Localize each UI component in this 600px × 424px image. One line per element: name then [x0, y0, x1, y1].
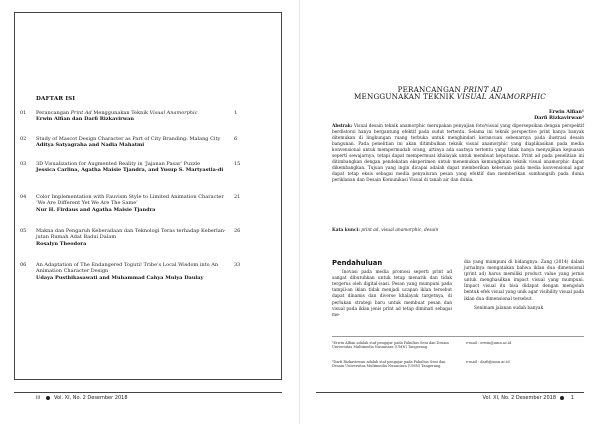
toc-entry-text: [36, 262, 232, 281]
article-title-line2: MENGGUNAKAN TEKNIK VISUAL ANAMORPHIC: [354, 92, 546, 101]
toc-entry-page: 21: [234, 194, 241, 200]
toc-entry-page: 1: [234, 110, 238, 116]
toc-entry-authors: Nur H. Firdaus and Agatha Maisie Tjandra: [36, 206, 156, 213]
article-authors: [534, 110, 584, 122]
bullet-icon: [560, 396, 564, 400]
abstract-text: Visual desain teknik anamorphic merupakan penyajian foto/visual yang dipersepsikan dengan perspektif berdistorsi hanya bergantung efektif pada sudut tertentu. Selama ini teknik perspective print hanya banyak ditemukan di lingkungan ruang terbuka untuk menghindari kerancuan sebenarnya pada ilustrasi desain bangunan. Pada penelitian ini akan ditimbulkan teknik visual anamorphic yang diaplikasikan pada media konvensional untuk mempermudah orang, artinya ada saatnya tertentu yang tidak hanya menyajikan kepuasan seperti sewajarnya, tetapi dapat mempermuat khalayak untuk membuat keputusan. Print ad pada penelitian ini ditimbangkan dengan pendekatan eksperimen untuk menemukan kemungkinan teknik visual anamorphic dapat dikembangkan. Tujuan yang ingin dicapai adalah dapat memberikan keberaan pada media konvensional agar dapat tetap eksis sebagai media penyaluran pesan yang efektif dan memberikan sumbangsih pada dunia periklanan dan Desain Komunikasi Visual di tanah air dan dunia.: [332, 124, 584, 184]
toc-entry-page: 33: [234, 262, 241, 268]
toc-entry-page: 6: [234, 136, 238, 142]
page-number: 1: [570, 395, 574, 401]
toc-entry-text: [36, 136, 232, 149]
toc-entry-title: An Adaptation of The Endangered Toguti! Tribe’s Local Wisdom into An Animation Character Design: [36, 262, 219, 275]
author-2: Darfi Rizkavirwan²: [534, 114, 584, 121]
toc-entry-text: [36, 161, 232, 174]
toc-entry-number: 01: [20, 110, 27, 116]
abstract: [332, 124, 584, 184]
abstract-label: Abstrak:: [332, 124, 353, 129]
right-page: [300, 0, 600, 424]
toc-entry-text: [36, 228, 232, 247]
toc-entry-number: 06: [20, 262, 27, 268]
keywords-label: Kata kunci:: [332, 228, 360, 233]
footnote-1: ¹Erwin Alfian adalah staf pengajar pada Fakultas Seni dan Desain Universitas Multimedia Nusantara (UMN) Tangerang.: [332, 341, 449, 350]
toc-entry-authors: Erwin Alfian dan Darfi Rizkavirwan: [36, 116, 134, 123]
body-paragraph: Senimam jalanan sudah banyak: [474, 305, 544, 311]
right-footer: [316, 392, 584, 404]
toc-entry-number: 04: [20, 194, 27, 200]
toc-title: DAFTAR ISI: [36, 96, 76, 102]
article-title-line1: PERANCANGAN PRINT AD: [397, 85, 503, 94]
bullet-icon: [46, 396, 50, 400]
toc-entry-title: 3D Visualization for Augmented Reality in ‘Jajanan Pasar’ Puzzle: [36, 161, 201, 167]
toc-entry-text: [36, 194, 232, 213]
toc-entry-authors: Udaya Pusthikasawati and Muhammad Cahya Mulya Daulay: [36, 274, 204, 281]
toc-entry-title: Color Implementation with Fauvism Style to Limited Animation Character ‘We Are Different Yet We Are The Same’: [36, 194, 224, 207]
toc-entry-title: Makna dan Pengaruh Keberadaan dan Teknologi Teras terhadap Keberlan-jutan Rumah Adat Badui Dalam: [36, 228, 226, 241]
toc-entry-number: 05: [20, 228, 27, 234]
page-number: iii: [36, 395, 41, 401]
toc-entry-page: 26: [234, 228, 241, 234]
toc-entry-authors: Jessica Carlina, Agatha Maisie Tjandra, and Yusup S. Martyastia-di: [36, 167, 224, 174]
footnote-divider: [332, 336, 584, 337]
section-heading: Pendahuluan: [332, 259, 383, 267]
left-footer: [14, 392, 282, 404]
body-column-right: [464, 260, 584, 312]
toc-entry-authors: Rosalyn Theodora: [36, 240, 87, 247]
toc-entry-title: Study of Mascot Design Character as Part of City Branding: Malang City: [36, 136, 221, 142]
toc-entry-page: 15: [234, 161, 241, 167]
email-1[interactable]: e-mail : erwin@umn.ac.id: [466, 341, 512, 345]
toc-entry-title: Perancangan Print Ad Menggunakan Teknik Visual Anamorphic: [36, 110, 198, 116]
email-2[interactable]: e-mail : darfi@umn.ac.id: [466, 360, 510, 364]
body-paragraph: dia yang mumpuni di bidangnya. Zang (2014) dalam jurnalnya mengatakan bahwa iklan dua dimensional (print ad) harus memiliki product value yang jernis untuk menghasilkan impact visual yang mumpuni. Impact visual itu bisa didapat dengan mengolah bentuk efek visual yang unik agar visibility visual pada iklan dua dimensional tersebut.: [464, 260, 584, 302]
journal-volume: Vol. XI, No. 2 Desember 2018: [482, 395, 556, 401]
toc-entry-number: 03: [20, 161, 27, 167]
body-column-left: [332, 260, 452, 319]
keywords-text: print ad, visual anamorphic, desain: [359, 228, 439, 233]
footnote-2: ²Darfi Rizkavirwan adalah staf pengajar pada Fakultas Seni dan Desain Universitas Multimedia Nusantara (UMN) Tangerang.: [332, 360, 446, 369]
author-1: Erwin Alfian¹: [548, 109, 584, 115]
journal-volume: Vol. XI, No. 2 Desember 2018: [54, 395, 128, 401]
toc-entry-number: 02: [20, 136, 27, 142]
keywords: [332, 228, 584, 234]
toc-entry-text: [36, 110, 232, 123]
body-paragraph: Inovasi pada media promosi seperti print ad sangat dibutuhkan untuk tetap menarik dan tidak tergerus oleh digital-isasi. Pesan yang mumpuni pada tampil-an iklan tidak menjadi ucapan iklan tersebut dapat dinamis dan diverse khalayak targetnya, di perlukan strategi baru untuk membuat pesan dan visual pada iklan jenis print ad tetap diminati sebagai me-: [332, 270, 452, 318]
toc-entry-authors: Aditya Satyagraha and Nadia Mahatmi: [36, 142, 145, 149]
